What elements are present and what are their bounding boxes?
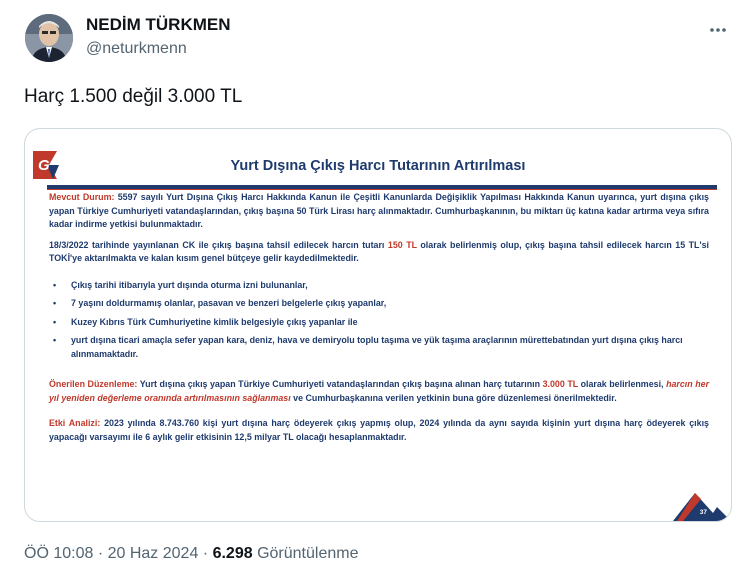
decision-paragraph xyxy=(49,239,709,266)
slide-page-number: 37 xyxy=(699,509,707,516)
proposal-emphasis: harcın her yıl yeniden değerleme oranında artırılmasının sağlanması xyxy=(49,379,710,403)
tweet-metadata xyxy=(24,545,358,563)
author-handle[interactable]: @neturkmenn xyxy=(86,40,187,57)
meta-separator: · xyxy=(97,545,104,562)
impact-paragraph xyxy=(49,417,709,444)
slide-corner-decoration xyxy=(673,489,731,521)
current-status-label: Mevcut Durum: xyxy=(49,192,115,202)
author-name[interactable]: NEDİM TÜRKMEN xyxy=(86,15,231,34)
proposal-label: Önerilen Düzenleme: xyxy=(49,379,138,389)
profile-photo xyxy=(25,14,73,62)
views-label: Görüntülenme xyxy=(257,545,359,562)
slide-body xyxy=(49,191,709,451)
more-icon xyxy=(708,20,728,40)
svg-text:G: G xyxy=(38,157,50,174)
avatar[interactable] xyxy=(25,14,73,62)
more-options-button[interactable] xyxy=(706,18,730,42)
impact-label: Etki Analizi: xyxy=(49,418,101,428)
impact-text: 2023 yılında 8.743.760 kişi yurt dışına harç ödeyerek çıkış yapmış olup, 2024 yılında da aynı sayıda kişinin yurt dışına harç ödeyerek çıkış yapacağı varsayımı ile 6 aylık gelir etkisinin 12,5 milyar TL olacağı hesaplanmaktadır. xyxy=(49,418,709,442)
proposal-text-2: olarak belirlenmesi, xyxy=(580,379,664,389)
meta-separator: · xyxy=(202,545,209,562)
exemption-list xyxy=(49,279,709,362)
proposal-paragraph xyxy=(49,378,709,405)
list-item: • yurt dışına ticari amaçla sefer yapan kara, deniz, hava ve demiryolu toplu taşıma ve yük taşıma araçlarının mürettebatından yurt dışına çıkış harcı alınmamaktadır. xyxy=(49,334,709,361)
tweet-date[interactable]: 20 Haz 2024 xyxy=(107,545,199,562)
tweet-text: Harç 1.500 değil 3.000 TL xyxy=(24,86,243,107)
views-count: 6.298 xyxy=(212,545,253,562)
current-status-paragraph xyxy=(49,191,709,232)
list-item: • Kuzey Kıbrıs Türk Cumhuriyetine kimlik belgesiyle çıkış yapanlar ile xyxy=(49,316,709,330)
title-divider xyxy=(47,185,717,190)
current-status-text: 5597 sayılı Yurt Dışına Çıkış Harcı Hakkında Kanun ile Çeşitli Kanunlarda Değişiklik Yapılması Hakkında Kanun uyarınca, yurt dışına çıkış yapan Türkiye Cumhuriyeti vatandaşlarından, çıkış başına 50 Türk Lirası harç alınmaktadır. Cumhurbaşkanının, bu miktarı üç katına kadar artırma veya sıfıra kadar indirme yetkisi bulunmaktadır. xyxy=(49,192,709,229)
list-item: • Çıkış tarihi itibarıyla yurt dışında oturma izni bulunanlar, xyxy=(49,279,709,293)
decision-text-1: 18/3/2022 tarihinde yayınlanan CK ile çıkış başına tahsil edilecek harcın tutarı xyxy=(49,239,385,250)
proposal-text-1: Yurt dışına çıkış yapan Türkiye Cumhuriyeti vatandaşlarından çıkış başına alınan harç tutarının xyxy=(139,379,541,389)
decision-amount: 150 TL xyxy=(387,239,417,250)
proposal-amount: 3.000 TL xyxy=(542,379,579,389)
slide-title: Yurt Dışına Çıkış Harcı Tutarının Artırılması xyxy=(230,158,526,174)
tweet-image[interactable] xyxy=(24,128,732,522)
list-item: • 7 yaşını doldurmamış olanlar, pasavan ve benzeri belgelerle çıkış yapanlar, xyxy=(49,297,709,311)
decision-text-2: olarak belirlenmiş olup, çıkış başına tahsil edilecek harcın 15 TL'si TOKİ'ye aktarılmakta ve kalan kısım genel bütçeye gelir kaydedilmektedir. xyxy=(49,239,709,263)
tweet-time[interactable]: ÖÖ 10:08 xyxy=(24,545,94,562)
proposal-text-3: ve Cumhurbaşkanına verilen yetkinin buna göre düzenlemesi önerilmektedir. xyxy=(293,392,617,403)
